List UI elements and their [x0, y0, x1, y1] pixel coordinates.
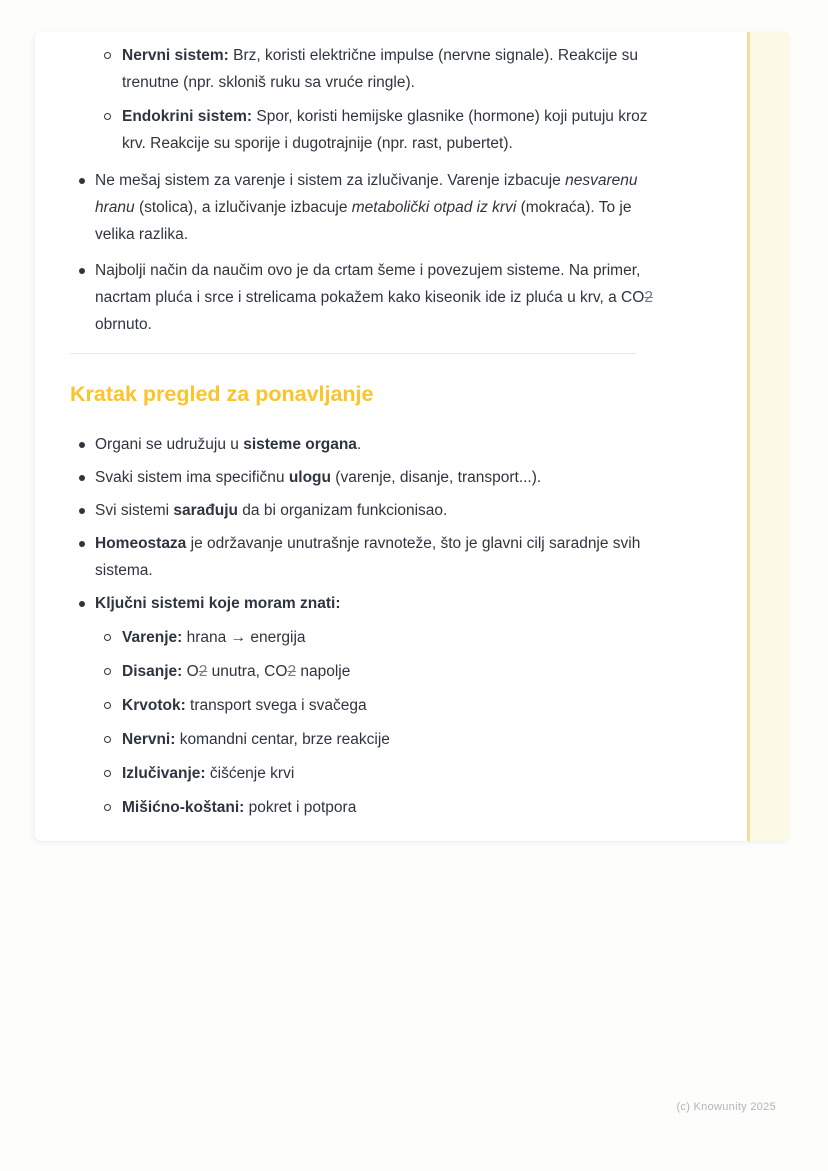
list-item — [70, 590, 655, 821]
text-run: sarađuju — [173, 502, 238, 519]
list-item-text — [122, 765, 294, 782]
text-run: obrnuto. — [95, 316, 152, 333]
list-item-text — [95, 469, 541, 486]
text-run: Svaki sistem ima specifičnu — [95, 469, 289, 486]
study-tips-list — [70, 167, 655, 338]
text-run: je održavanje unutrašnje ravnoteže, što je glavni cilj saradnje svih sistema. — [95, 535, 641, 579]
text-run: Endokrini sistem: — [122, 108, 253, 125]
list-item — [70, 464, 655, 491]
section-heading: Kratak pregled za ponavljanje — [70, 382, 374, 406]
list-item-text — [95, 535, 640, 579]
text-run: (stolica), a izlučivanje izbacuje — [134, 199, 352, 216]
text-run: Izlučivanje: — [122, 765, 206, 782]
note-content — [70, 42, 655, 828]
text-run: čišćenje krvi — [205, 765, 295, 782]
sub-list-item — [95, 658, 655, 685]
text-run: nesvarenu hranu — [95, 172, 638, 216]
text-run: sisteme organa — [243, 436, 357, 453]
text-run: Najbolji način da naučim ovo je da crtam šeme i povezujem sisteme. Na primer, nacrtam pluća i srce i strelicama pokažem kako kiseonik ide iz pluća u krv, a CO — [95, 262, 645, 306]
review-list — [70, 431, 655, 821]
text-run: Krvotok: — [122, 697, 186, 714]
sub-list-item — [95, 692, 655, 719]
list-item-text — [122, 47, 638, 91]
list-item-text — [122, 697, 367, 714]
list-item-text — [122, 629, 306, 646]
text-run: pokret i potpora — [244, 799, 357, 816]
text-run: Organi se udružuju u — [95, 436, 244, 453]
list-item-text — [95, 436, 361, 453]
text-run: Varenje: — [122, 629, 183, 646]
text-run: unutra, CO — [207, 663, 288, 680]
right-margin-stripe — [747, 32, 790, 841]
section-divider — [70, 353, 636, 354]
sub-list-item — [70, 103, 655, 157]
sub-list-item — [95, 624, 655, 651]
text-run: Mišićno-koštani: — [122, 799, 245, 816]
text-run: metabolički otpad iz krvi — [351, 199, 517, 216]
list-item — [70, 530, 655, 584]
copyright-footer: (c) Knowunity 2025 — [676, 1101, 776, 1113]
list-item-text — [95, 262, 653, 333]
text-run: komandni centar, brze reakcije — [175, 731, 390, 748]
text-run: 2 — [644, 289, 653, 306]
list-item — [70, 431, 655, 458]
list-item-text — [95, 502, 447, 519]
text-run: Svi sistemi — [95, 502, 174, 519]
sub-list-item — [95, 760, 655, 787]
text-run: Homeostaza — [95, 535, 187, 552]
list-item-text — [122, 108, 647, 152]
text-run: Ključni sistemi koje moram znati: — [95, 595, 341, 612]
text-run: Nervni sistem: — [122, 47, 229, 64]
list-item-text — [122, 731, 390, 748]
note-card — [35, 32, 790, 841]
text-run: transport svega i svačega — [185, 697, 367, 714]
text-run: O — [182, 663, 199, 680]
list-item-text — [95, 172, 637, 243]
nervni-endokrini-sublist — [70, 42, 655, 157]
list-item-text — [122, 663, 350, 680]
sub-list-item — [70, 42, 655, 96]
text-run: hrana → energija — [182, 629, 306, 646]
list-item-text — [95, 595, 340, 612]
sub-list-item — [95, 794, 655, 821]
text-run: . — [356, 436, 362, 453]
text-run: da bi organizam funkcionisao. — [237, 502, 448, 519]
list-item — [70, 497, 655, 524]
text-run: Ne mešaj sistem za varenje i sistem za izlučivanje. Varenje izbacuje — [95, 172, 566, 189]
text-run: (mokraća). To je velika razlika. — [95, 199, 632, 243]
list-item-text — [122, 799, 356, 816]
text-run: Nervni: — [122, 731, 176, 748]
text-run: (varenje, disanje, transport...). — [331, 469, 542, 486]
text-run: Disanje: — [122, 663, 183, 680]
text-run: 2 — [198, 663, 208, 680]
text-run: Spor, koristi hemijske glasnike (hormone) koji putuju kroz krv. Reakcije su sporije i dugotrajnije (npr. rast, pubertet). — [122, 108, 648, 152]
text-run: napolje — [296, 663, 351, 680]
list-item — [70, 257, 655, 338]
text-run: ulogu — [288, 469, 331, 486]
text-run: 2 — [287, 663, 297, 680]
list-item — [70, 167, 655, 248]
text-run: Brz, koristi električne impulse (nervne signale). Reakcije su trenutne (npr. skloniš ruku sa vruće ringle). — [122, 47, 639, 91]
nested-list — [95, 624, 655, 821]
sub-list-item — [95, 726, 655, 753]
